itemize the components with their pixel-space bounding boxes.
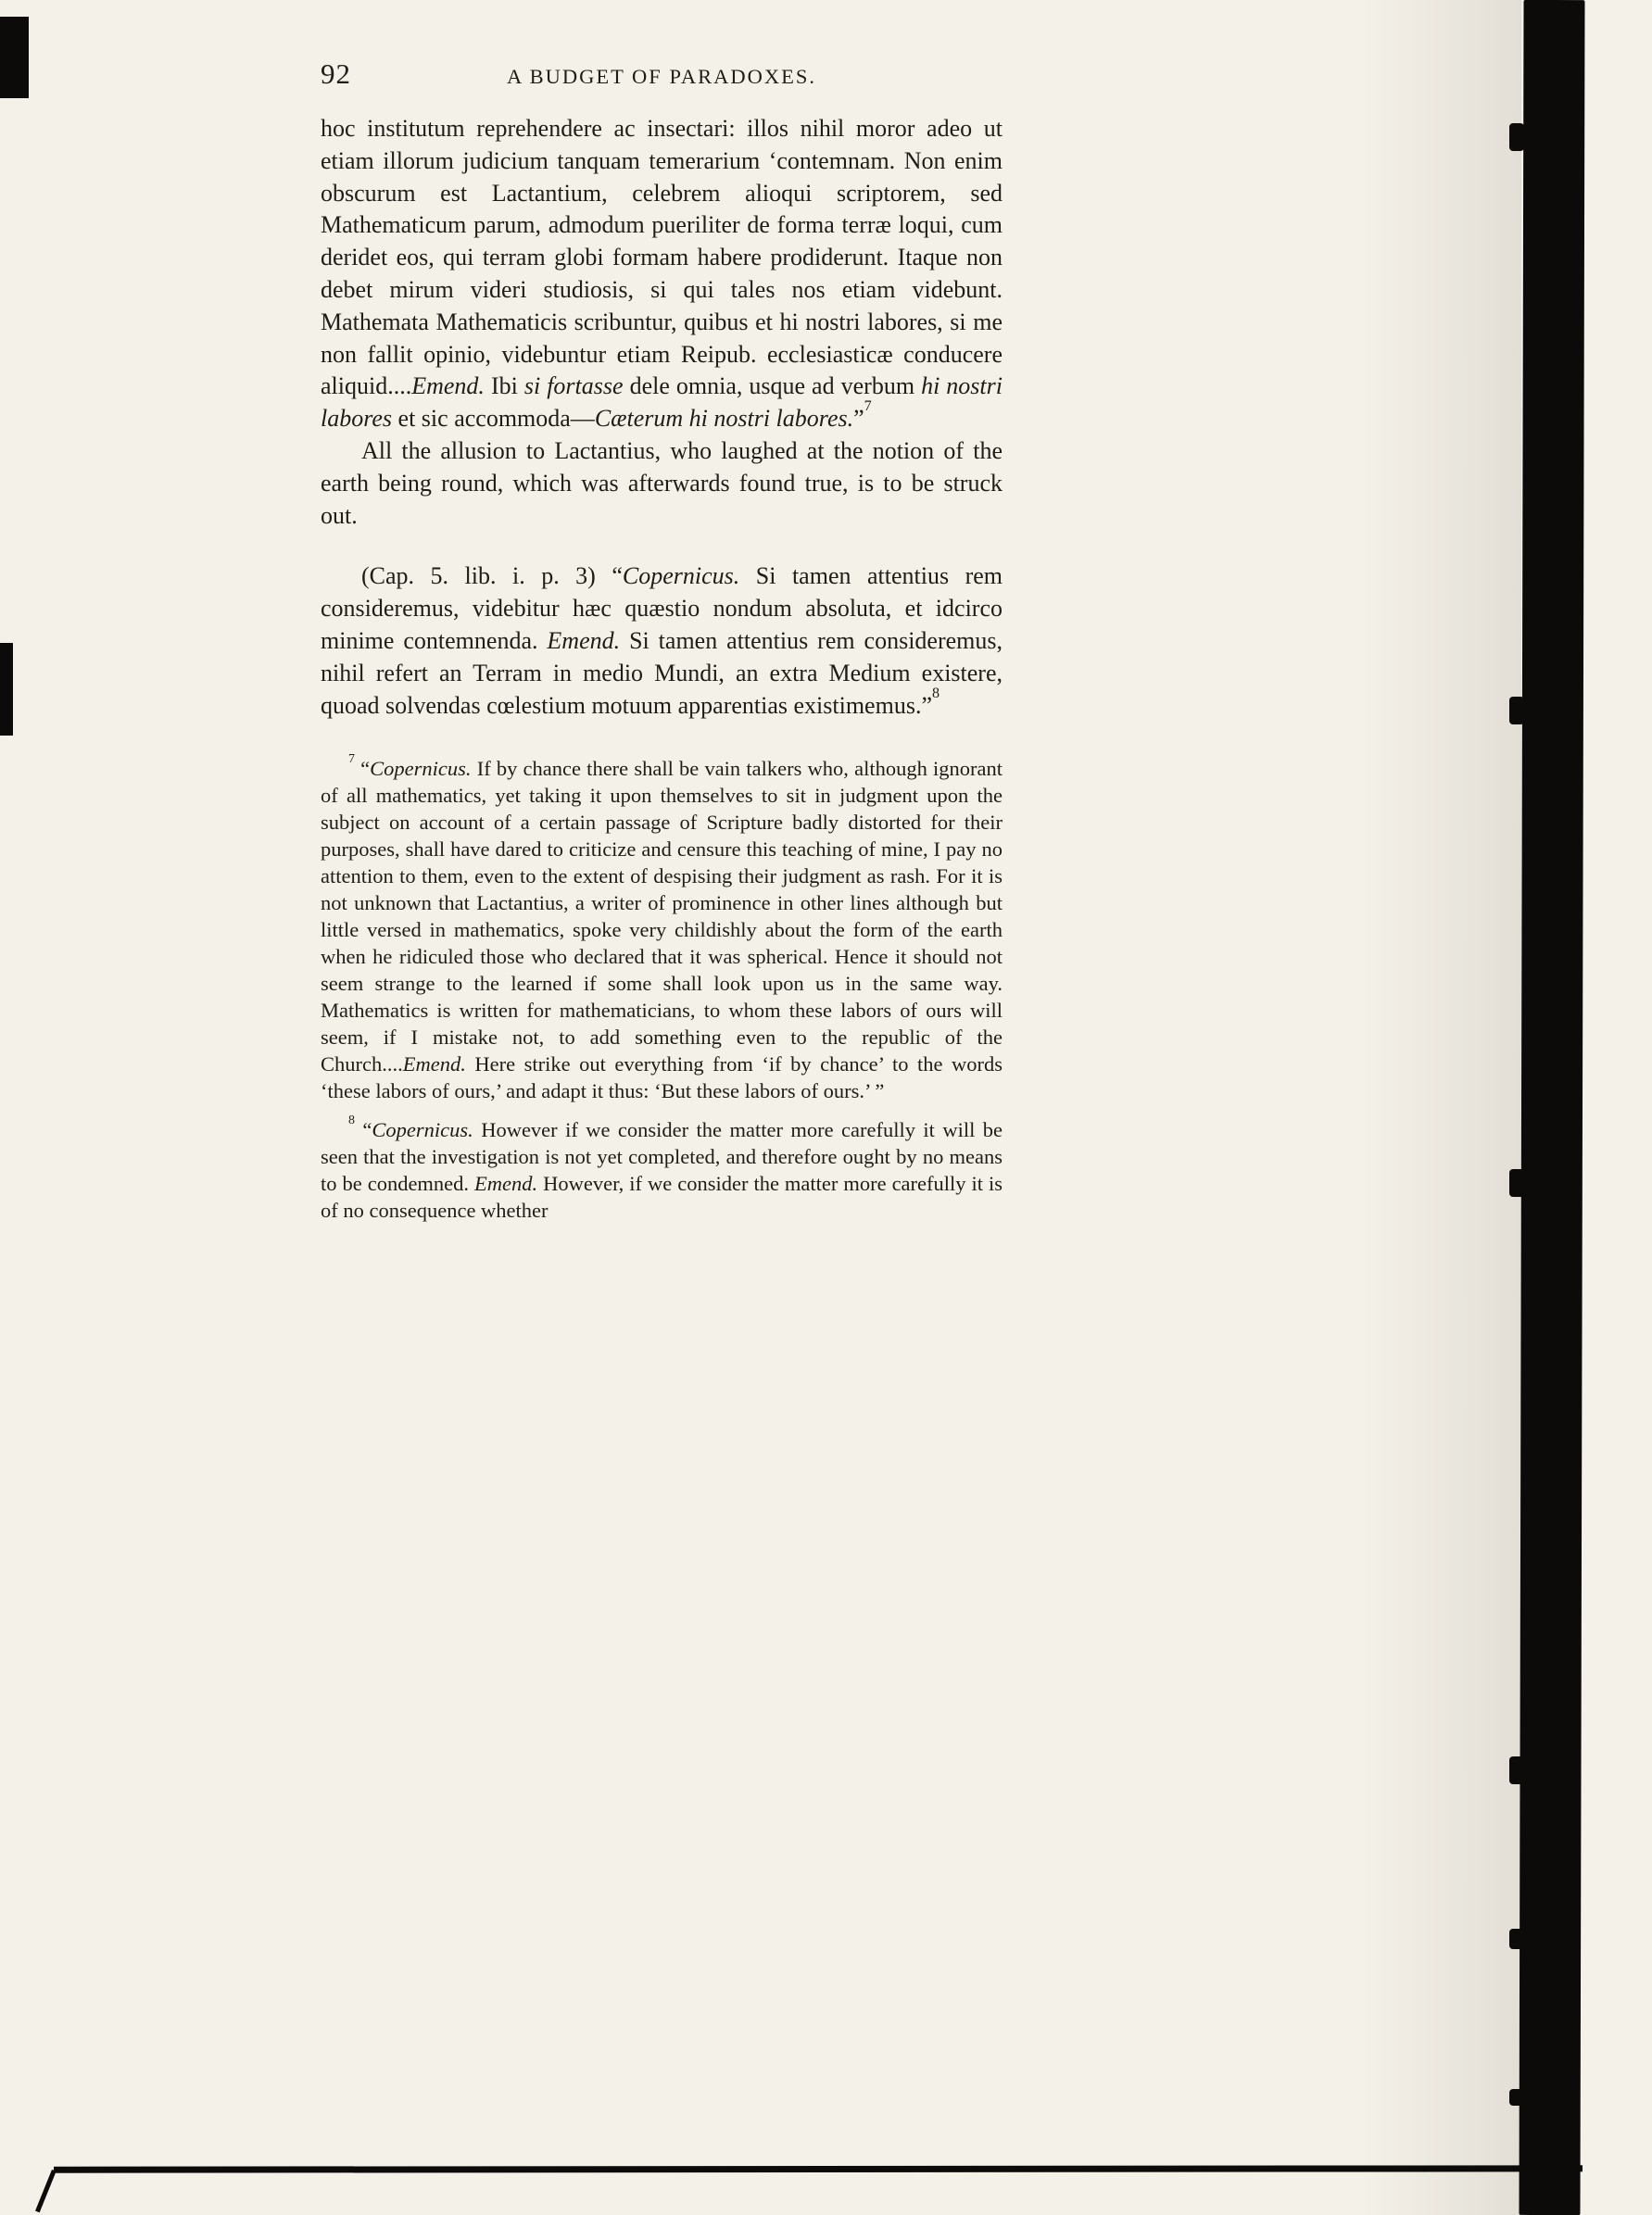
text-run: (Cap. 5. lib. i. p. 3) “ <box>361 562 623 590</box>
text-run: dele omnia, usque ad verbum <box>623 372 922 400</box>
text-run: Ibi <box>484 372 524 400</box>
page-number: 92 <box>321 57 351 90</box>
scan-binding-edge <box>1519 0 1584 2215</box>
scan-mark-top-left <box>0 17 29 98</box>
text-run: ” <box>853 405 864 433</box>
italic-text-run: Emend. <box>474 1172 538 1196</box>
text-run: Here strike out everything from ‘if by chance’ to the words ‘these labors of ours,’ and adapt it thus: ‘But these labors of ours.’ ” <box>321 1052 1003 1103</box>
running-header: A BUDGET OF PARADOXES. <box>506 65 817 88</box>
body-paragraph <box>321 113 1003 435</box>
footnote-marker: 7 <box>348 751 355 766</box>
italic-text-run: Cæterum hi nostri labores. <box>594 405 854 433</box>
text-run: Si tamen attentius rem consideremus, nihil refert an Terram in medio Mundi, an extra Medium existere, quoad solvendas cœlestium motuum apparentias existimemus.” <box>321 626 1003 719</box>
page-corner-tick <box>35 2170 57 2212</box>
scan-shading <box>1362 0 1521 2215</box>
scan-mark-left <box>0 643 13 736</box>
footnote <box>321 751 1003 1104</box>
text-run: However if we consider the matter more carefully it will be seen that the investigation is not yet completed, and therefore ought by no means to be condemned. <box>321 1118 1003 1196</box>
italic-text-run: si fortasse <box>523 372 624 400</box>
body-paragraphs <box>321 113 1003 722</box>
scan-speck <box>1509 1756 1524 1784</box>
italic-text-run: Emend. <box>547 626 621 654</box>
italic-text-run: Copernicus. <box>370 757 472 781</box>
footnote <box>321 1113 1003 1224</box>
text-run: However, if we consider the matter more carefully it is of no consequence whether <box>321 1172 1003 1223</box>
footnote-marker: 8 <box>931 685 940 701</box>
scan-speck <box>1509 1929 1524 1949</box>
scan-speck <box>1509 1169 1524 1197</box>
text-run: “ <box>354 1118 372 1142</box>
text-run: “ <box>354 757 371 781</box>
footnote-marker: 7 <box>864 398 872 415</box>
scan-speck <box>1509 2089 1524 2106</box>
italic-text-run: hi nostri labores <box>321 372 1003 433</box>
italic-text-run: Copernicus. <box>622 562 740 590</box>
text-run: hoc institutum reprehendere ac insectari: illos nihil moror adeo ut etiam illorum judicium tanquam temerarium ‘contemnam. Non enim obscurum est Lactantium, celebrem alioqui scriptorem, sed Mathematicum parum, admodum pueriliter de forma terræ loqui, cum deridet eos, qui terram globi formam habere prodiderunt. Itaque non debet mirum videri studiosis, si qui tales nos etiam videbunt. Mathemata Mathematicis scribuntur, quibus et hi nostri labores, si me non fallit opinio, videbuntur etiam Reipub. ecclesiasticæ conducere aliquid.... <box>321 115 1003 400</box>
text-run: All the allusion to Lactantius, who laughed at the notion of the earth being round, which was afterwards found true, is to be struck out. <box>321 436 1003 529</box>
text-run: If by chance there shall be vain talkers who, although ignorant of all mathematics, yet taking it upon themselves to sit in judgment upon the subject on account of a certain passage of Scripture badly distorted for their purposes, shall have dared to criticize and censure this teaching of mine, I pay no attention to them, even to the extent of despising their judgment as rash. For it is not unknown that Lactantius, a writer of prominence in other lines although but little versed in mathematics, spoke very childishly about the form of the earth when he ridiculed those who declared that it was spherical. Hence it should not seem strange to the learned if some shall look upon us in the same way. Mathematics is written for mathematicians, to whom these labors of ours will seem, if I mistake not, to add something even to the republic of the Church.... <box>321 757 1003 1076</box>
italic-text-run: Emend. <box>402 1052 466 1076</box>
italic-text-run: Emend. <box>411 372 485 400</box>
text-run: Si tamen attentius rem consideremus, videbitur hæc quæstio nondum absoluta, et idcirco minime contemnenda. <box>321 562 1003 654</box>
body-paragraph <box>321 435 1003 532</box>
italic-text-run: Copernicus. <box>372 1118 473 1142</box>
footnote-marker: 8 <box>348 1113 355 1127</box>
footnotes <box>321 751 1003 1224</box>
text-column <box>321 57 1003 1224</box>
body-paragraph <box>321 560 1003 722</box>
scan-speck <box>1509 697 1524 724</box>
page-bottom-edge <box>54 2165 1583 2172</box>
page-header <box>321 57 1003 113</box>
text-run: et sic accommoda— <box>392 405 595 433</box>
scan-speck <box>1509 123 1524 151</box>
